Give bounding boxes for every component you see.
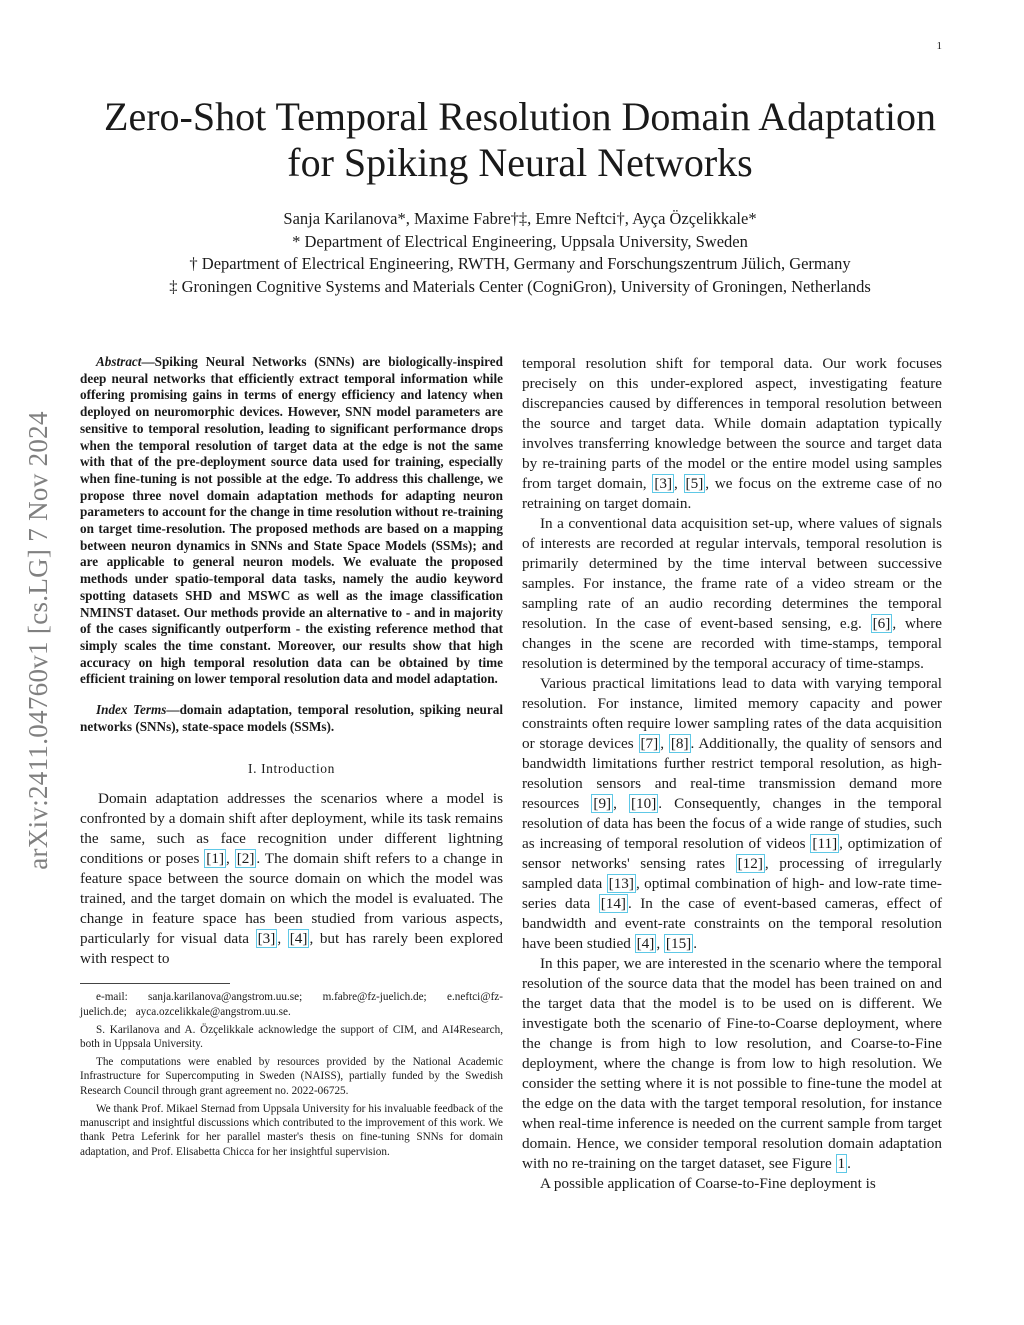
affiliation-1: * Department of Electrical Engineering, Uppsala University, Sweden: [292, 231, 748, 251]
citation-link[interactable]: [7]: [640, 735, 659, 752]
text-run: temporal resolution shift for temporal data. Our work focuses precisely on this under-explored aspect, investigating feature discrepancies caused by differences in temporal resolution between the source and target data. While domain adaptation typically involves transferring knowledge between the source and target data by re-training parts of the model or the entire model using samples from target domain,: [522, 355, 942, 492]
citation-link[interactable]: [10]: [630, 795, 657, 812]
text-run: , optimal combination of high- and low-rate time-series data: [522, 875, 942, 912]
affiliation-2: † Department of Electrical Engineering, RWTH, Germany and Forschungszentrum Jülich, Germany: [189, 254, 851, 273]
figure-link[interactable]: 1: [837, 1155, 846, 1172]
intro-paragraph-2: [522, 514, 942, 674]
intro-paragraph-1: [522, 354, 942, 514]
intro-paragraph-3: [522, 674, 942, 954]
citation-link[interactable]: [2]: [236, 850, 255, 868]
citation-link[interactable]: [6]: [872, 615, 891, 632]
text-run: , optimization of sensor networks' sensing rates: [522, 835, 942, 872]
citation-link[interactable]: [3]: [654, 475, 673, 492]
arxiv-stamp-text: arXiv:2411.04760v1 [cs.LG] 7 Nov 2024: [22, 410, 53, 870]
section-title: Introduction: [261, 761, 335, 777]
page-number: 1: [936, 40, 942, 52]
citation-link[interactable]: [12]: [737, 855, 763, 872]
citation-link[interactable]: [11]: [812, 835, 838, 852]
abstract-label: Abstract: [96, 354, 142, 369]
citation-link[interactable]: [4]: [636, 935, 655, 952]
citation-link[interactable]: [9]: [593, 795, 612, 812]
text-run: . In the case of event-based cameras, effect of bandwidth and event-rate constraints on the temporal resolution have been studied: [522, 895, 943, 952]
text-run: ,: [613, 795, 629, 812]
text-run: Domain adaptation addresses the scenarios where a model is confronted by a domain shift after deployment, while its task remains the same, such as face recognition under different lightning conditions or poses: [80, 790, 503, 868]
arxiv-stamp: [14, 350, 62, 930]
text-run: In this paper, we are interested in the scenario where the temporal resolution of the source data that the model has been trained on and the target data that the model is to be used on is different. We investigate both the scenario of Fine-to-Coarse deployment, where the change is from high to low resolution, and Coarse-to-Fine deployment, where the change is from low to high resolution. We consider the setting where it is not possible to fine-tune the model at the edge on the data with the target temporal resolution, for instance when real-time inference is needed on the current sample from target domain. Hence, we consider temporal resolution domain adaptation with no re-training on the target dataset, see Figure: [522, 955, 942, 1172]
section-number: I.: [248, 761, 258, 777]
left-column: [80, 354, 503, 1163]
paper-title-line1: Zero-Shot Temporal Resolution Domain Adaptation: [104, 94, 936, 139]
text-run: . The domain shift refers to a change in feature space between the source domain on which the model was trained, and the target domain on which the model is evaluated. The change in feature space has been studied from various aspects, particularly for visual data: [80, 850, 503, 948]
abstract: [80, 354, 503, 688]
paper-title: [70, 94, 970, 186]
text-run: , where changes in the scene are recorded with time-stamps, temporal resolution is determined by the temporal accuracy of time-stamps.: [522, 615, 942, 672]
index-terms-label: Index Terms: [96, 702, 167, 718]
text-run: ,: [674, 475, 684, 492]
section-heading: [80, 761, 503, 777]
text-run: , but has rarely been explored with respect to: [80, 930, 504, 968]
text-run: , processing of irregularly sampled data: [522, 855, 943, 892]
text-run: .: [693, 935, 698, 952]
right-column: [522, 354, 942, 1194]
abstract-text: —Spiking Neural Networks (SNNs) are biologically-inspired deep neural networks that efficiently extract temporal information while offering promising gains in terms of energy efficiency and latency when deployed on neuromorphic devices. However, SNN model parameters are sensitive to temporal resolution, leading to significant performance drops when the temporal resolution of target data at the edge is not the same with that of the pre-deployment source data used for training, especially when fine-tuning is not possible at the edge. To address this challenge, we propose three novel domain adaptation methods for adapting neuron parameters to account for the change in time resolution without re-training on target time-resolution. The proposed methods are based on a mapping between neuron dynamics in SNNs and State Space Models (SSMs); and are applicable to general neuron models. We evaluate the proposed methods under spatio-temporal data tasks, namely the audio keyword spotting datasets SHD and MSWC as well as the image classification NMINST dataset. Our methods provide an alternative to - and in majority of the cases significantly outperform - the existing reference method that simply scales the time constant. Moreover, our results show that high accuracy on high temporal resolution data can be obtained by time efficient training on lower temporal resolution data and model adaptation.: [80, 354, 503, 687]
text-run: Various practical limitations lead to data with varying temporal resolution. For instance, limited memory capacity and power constraints often require lower sampling rates of the data acquisition or storage devices: [522, 675, 942, 752]
footnote-divider: [80, 983, 230, 984]
citation-link[interactable]: [1]: [206, 850, 225, 868]
index-terms: [80, 702, 503, 735]
intro-paragraph-4: [522, 954, 942, 1174]
intro-paragraph-left: [80, 789, 503, 969]
citation-link[interactable]: [13]: [608, 875, 634, 892]
author-block: [70, 208, 970, 298]
text-run: , we focus on the extreme case of no retraining on target domain.: [522, 475, 942, 512]
footnote-support: S. Karilanova and A. Özçelikkale acknowledge the support of CIM, and AI4Research, both in Uppsala University.: [80, 1023, 503, 1051]
affiliation-3: ‡ Groningen Cognitive Systems and Materials Center (CogniGron), University of Groningen, Netherlands: [169, 276, 871, 296]
footnote-thanks: We thank Prof. Mikael Sternad from Uppsala University for his invaluable feedback of the manuscript and insightful discussions which contributed to the improvement of this work. We thank Petra Leferink for her parallel master's thesis on fine-tuning SNNs for domain adaptation, and Prof. Elisabetta Chicca for her insightful supervision.: [80, 1102, 503, 1158]
text-run: .: [847, 1155, 851, 1172]
text-run: ,: [660, 735, 669, 752]
text-run: . Additionally, the quality of sensors and bandwidth limitations further restrict temporal resolution, as high-resolution sensors and real-time transmission demand more resources: [522, 735, 942, 812]
paper-title-line2: for Spiking Neural Networks: [287, 140, 753, 185]
text-run: In a conventional data acquisition set-up, where values of signals of interests are recorded at regular intervals, temporal resolution is primarily determined by the time interval between successive samples. For instance, the frame rate of a video stream or the sampling rate of an audio recording determines the temporal resolution. In the case of event-based sensing, e.g.: [522, 515, 942, 632]
index-terms-text: —domain adaptation, temporal resolution, spiking neural networks (SNNs), state-space models (SSMs).: [80, 702, 503, 734]
intro-paragraph-5: A possible application of Coarse-to-Fine deployment is: [540, 1175, 876, 1192]
citation-link[interactable]: [14]: [600, 895, 626, 912]
citation-link[interactable]: [8]: [670, 735, 689, 752]
text-run: ,: [277, 930, 288, 948]
text-run: . Consequently, changes in the temporal resolution of data has been the focus of a wide range of studies, such as increasing of temporal resolution of videos: [522, 795, 942, 852]
author-names: Sanja Karilanova*, Maxime Fabre†‡, Emre Neftci†, Ayça Özçelikkale*: [283, 209, 757, 228]
citation-link[interactable]: [5]: [685, 475, 704, 492]
citation-link[interactable]: [3]: [257, 930, 276, 948]
footnote-compute: The computations were enabled by resources provided by the National Academic Infrastructure for Supercomputing in Sweden (NAISS), partially funded by the Swedish Research Council through grant agreement no. 2022-06725.: [80, 1056, 503, 1097]
text-run: ,: [226, 850, 235, 868]
footnote-email: e-mail: sanja.karilanova@angstrom.uu.se; m.fabre@fz-juelich.de; e.neftci@fz-juelich.de; ayca.ozcelikkale@angstrom.uu.se.: [80, 991, 503, 1018]
citation-link[interactable]: [15]: [665, 935, 692, 952]
citation-link[interactable]: [4]: [289, 930, 308, 948]
text-run: ,: [656, 935, 664, 952]
